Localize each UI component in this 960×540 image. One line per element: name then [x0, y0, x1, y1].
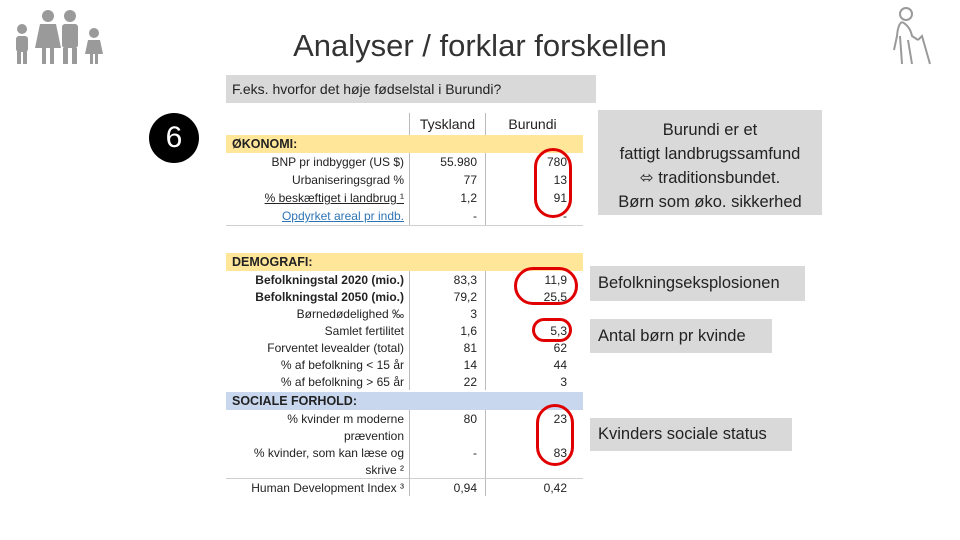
family-icon — [10, 8, 106, 66]
header-burundi: Burundi — [485, 113, 579, 135]
table-row: Human Development Index ³ 0,94 0,42 — [226, 479, 583, 496]
section-demography: DEMOGRAFI: — [226, 253, 583, 271]
table-row: % beskæftiget i landbrug ¹ 1,2 91 — [226, 189, 583, 207]
highlight-ring-population — [514, 267, 578, 305]
table-row: % kvinder m moderne 80 23 — [226, 410, 583, 427]
table-row: prævention — [226, 427, 583, 444]
table-row: Opdyrket areal pr indb. - - — [226, 207, 583, 226]
slide-title: Analyser / forklar forskellen — [293, 28, 667, 63]
highlight-ring-economy — [534, 148, 572, 218]
callout-children-per-woman: Antal børn pr kvinde — [590, 319, 772, 353]
callout-poverty: Burundi er et fattigt landbrugssamfund ⬄ traditionsbundet. Børn som øko. sikkerhed — [598, 110, 822, 215]
table-row: Befolkningstal 2050 (mio.) 79,2 25,5 — [226, 288, 583, 305]
highlight-ring-fertility — [532, 318, 572, 342]
header-germany: Tyskland — [409, 113, 485, 135]
table-row: Samlet fertilitet 1,6 5,3 — [226, 322, 583, 339]
table-row: % kvinder, som kan læse og - 83 — [226, 444, 583, 461]
question-box: F.eks. hvorfor det høje fødselstal i Burundi? — [226, 75, 596, 103]
table-header-row — [226, 113, 583, 135]
callout-population-explosion: Befolkningseksplosionen — [590, 266, 805, 301]
table-row: Urbaniseringsgrad % 77 13 — [226, 171, 583, 189]
arable-land-link[interactable]: Opdyrket areal pr indb. — [281, 209, 404, 223]
table-row: skrive ² — [226, 461, 583, 479]
table-row: Forventet levealder (total) 81 62 — [226, 339, 583, 356]
table-row: BNP pr indbygger (US $) 55.980 780 — [226, 153, 583, 171]
table-row: % af befolkning < 15 år 14 44 — [226, 356, 583, 373]
section-social: SOCIALE FORHOLD: — [226, 392, 583, 410]
table-row: Børnedødelighed ‰ 3 — [226, 305, 583, 322]
elderly-person-icon — [888, 6, 938, 70]
table-row: Befolkningstal 2020 (mio.) 83,3 11,9 — [226, 271, 583, 288]
step-number-badge: 6 — [149, 113, 199, 163]
callout-women-status: Kvinders sociale status — [590, 418, 792, 451]
table-row: % af befolkning > 65 år 22 3 — [226, 373, 583, 390]
highlight-ring-women — [536, 404, 574, 466]
section-economy: ØKONOMI: — [226, 135, 583, 153]
